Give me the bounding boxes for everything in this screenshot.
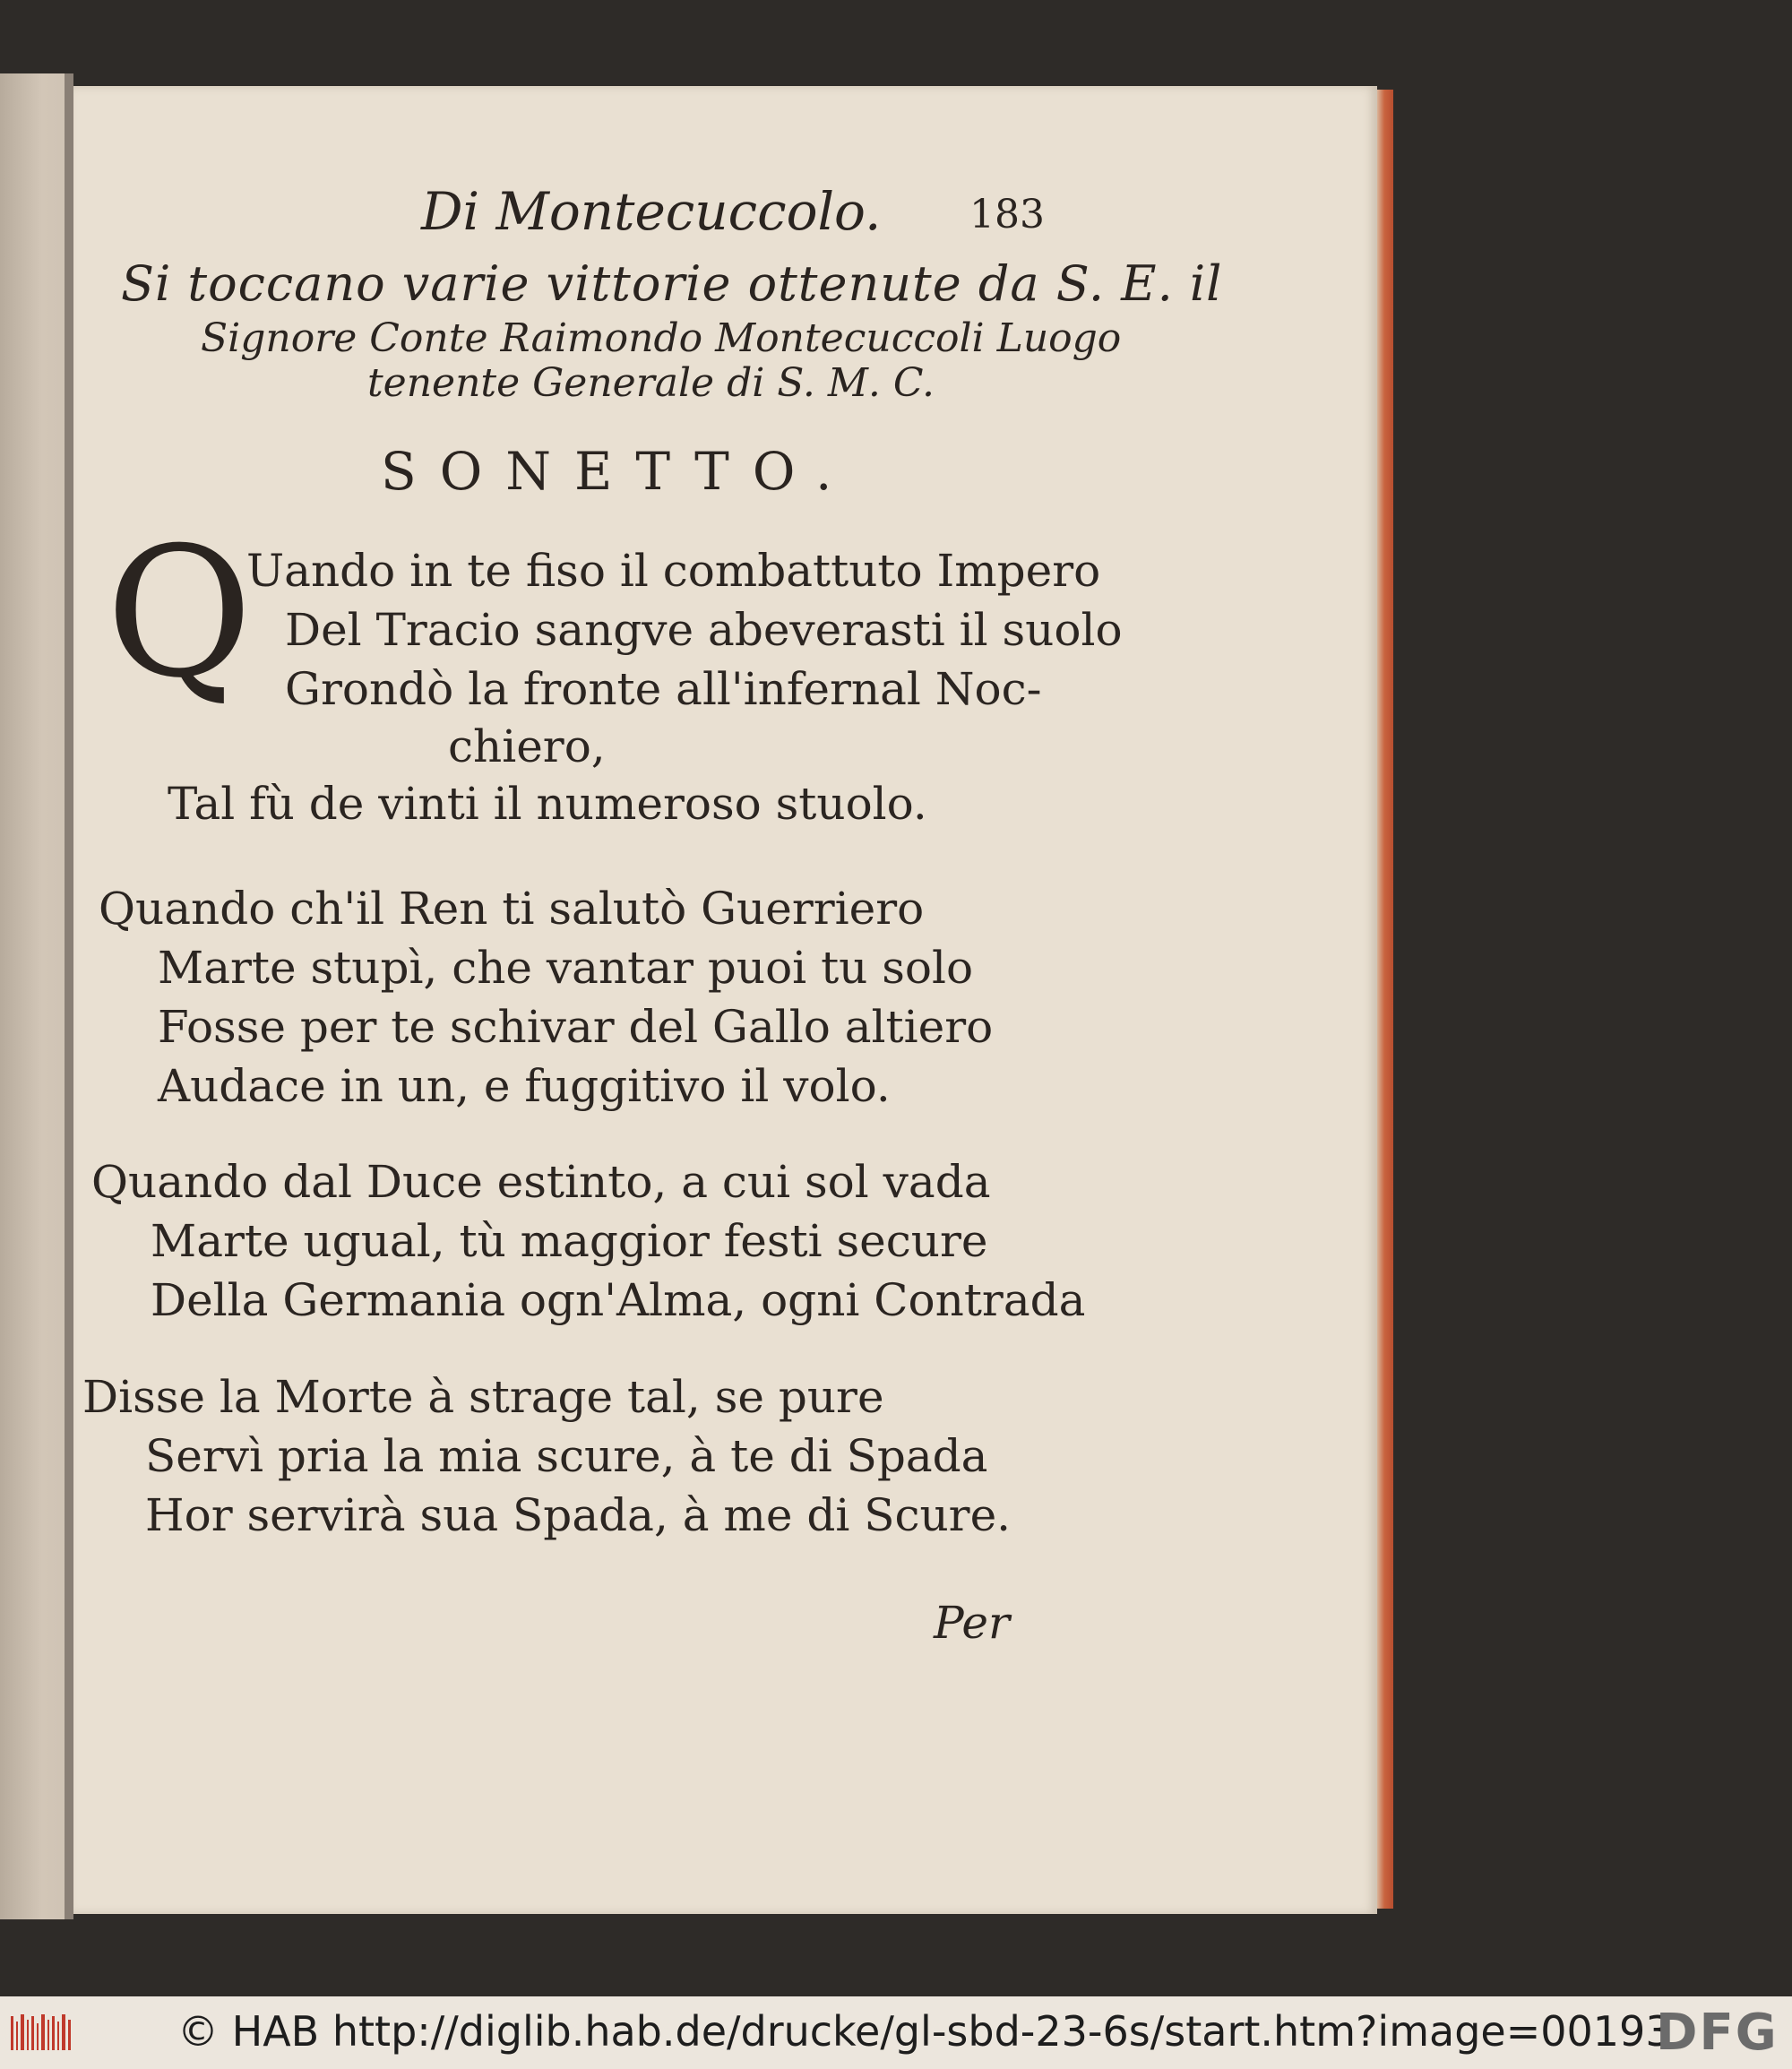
- verse-line: Del Tracio sangve abeverasti il suolo: [285, 604, 1123, 656]
- verse-line: Fosse per te schivar del Gallo altiero: [158, 1001, 994, 1053]
- verse-line: Quando dal Duce estinto, a cui sol vada: [91, 1156, 991, 1208]
- verse-line: Della Germania ogn'Alma, ogni Contrada: [151, 1274, 1086, 1326]
- verse-line: Uando in te fiso il combattuto Impero: [246, 545, 1101, 597]
- verse-line: Marte stupì, che vantar puoi tu solo: [158, 942, 974, 994]
- poem-heading: SONETTO.: [381, 441, 856, 502]
- red-page-edge: [1377, 90, 1393, 1909]
- running-head: Di Montecuccolo.: [421, 181, 882, 242]
- title-line-3: tenente Generale di S. M. C.: [367, 360, 935, 406]
- verse-line: Tal fù de vinti il numeroso stuolo.: [168, 778, 927, 830]
- page-number: 183: [969, 192, 1045, 237]
- copyright-url-text: © HAB http://diglib.hab.de/drucke/gl-sbd-23-6s/start.htm?image=00193: [177, 2007, 1672, 2056]
- dfg-logo: DFG: [1656, 2004, 1779, 2062]
- title-line-2: Signore Conte Raimondo Montecuccoli Luogo: [201, 315, 1122, 361]
- verse-line: chiero,: [448, 720, 606, 772]
- title-line-1: Si toccano varie vittorie ottenute da S. E. il: [121, 255, 1223, 312]
- barcode-icon: [7, 2011, 77, 2056]
- book-gutter: [65, 73, 73, 1919]
- drop-cap: Q: [106, 509, 253, 718]
- verse-line: Quando ch'il Ren ti salutò Guerriero: [99, 883, 925, 935]
- verse-line: Servì pria la mia scure, à te di Spada: [145, 1430, 988, 1482]
- verse-line: Grondò la fronte all'infernal Noc-: [285, 663, 1042, 715]
- verse-line: Audace in un, e fuggitivo il volo.: [158, 1060, 891, 1112]
- verse-line: Disse la Morte à strage tal, se pure: [82, 1371, 884, 1423]
- catchword: Per: [934, 1597, 1010, 1649]
- facing-page-edge: [0, 73, 70, 1919]
- verse-line: Marte ugual, tù maggior festi secure: [151, 1215, 988, 1267]
- verse-line: Hor servirà sua Spada, à me di Scure.: [145, 1489, 1012, 1541]
